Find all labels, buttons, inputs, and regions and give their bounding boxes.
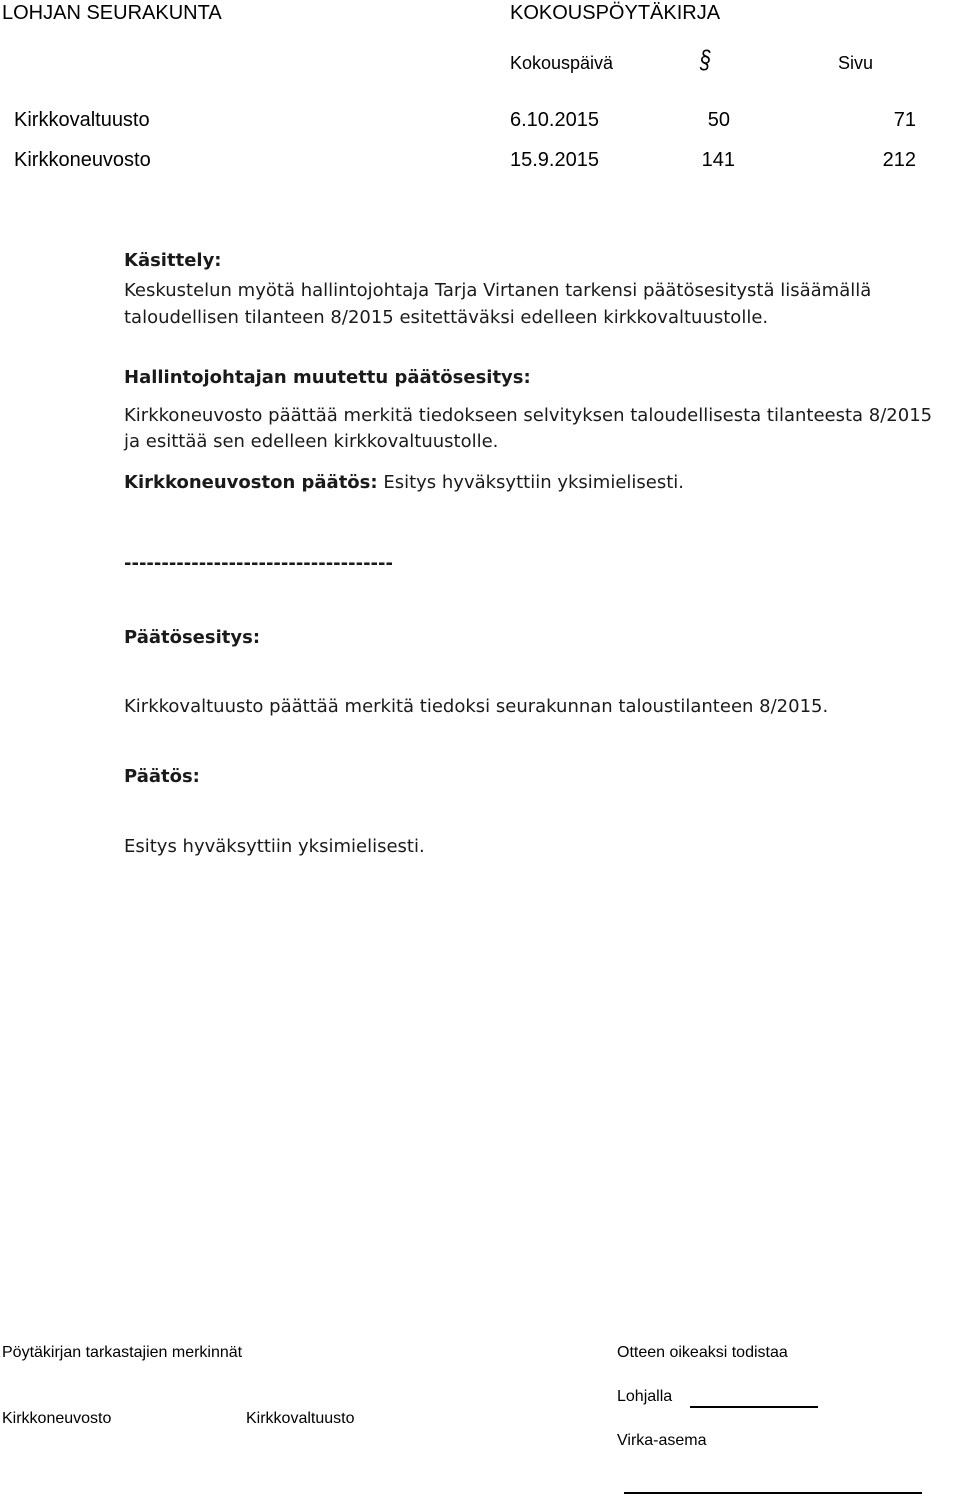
kasittely-text-line: taloudellisen tilanteen 8/2015 esitettäväksi edelleen kirkkovaltuustolle. bbox=[124, 307, 769, 328]
proposal-text: Kirkkovaltuusto päättää merkitä tiedoksi seurakunnan taloustilanteen 8/2015. bbox=[124, 696, 829, 717]
section-number: 141 bbox=[701, 149, 735, 171]
page-column-label: Sivu bbox=[838, 53, 874, 73]
place-label: Lohjalla bbox=[617, 1388, 673, 1405]
inspectors-label: Pöytäkirjan tarkastajien merkinnät bbox=[2, 1344, 243, 1361]
decision-text: Esitys hyväksyttiin yksimielisesti. bbox=[124, 836, 425, 857]
page-number: 212 bbox=[882, 149, 916, 171]
certified-label: Otteen oikeaksi todistaa bbox=[617, 1344, 788, 1361]
kasittely-heading: Käsittely: bbox=[124, 250, 222, 271]
organization-name: LOHJAN SEURAKUNTA bbox=[2, 2, 222, 24]
page-number: 71 bbox=[893, 109, 916, 131]
meeting-body: Kirkkoneuvosto bbox=[14, 149, 151, 171]
signature-line bbox=[624, 1492, 922, 1494]
kasittely-text-line: Keskustelun myötä hallintojohtaja Tarja Virtanen tarkensi päätösesitystä lisäämällä bbox=[124, 280, 872, 301]
modified-proposal-line: ja esittää sen edelleen kirkkovaltuustolle. bbox=[124, 431, 499, 452]
title-label: Virka-asema bbox=[617, 1432, 707, 1449]
meeting-date: 6.10.2015 bbox=[510, 109, 599, 131]
signature-line bbox=[690, 1406, 818, 1408]
section-separator: ------------------------------------ bbox=[124, 553, 393, 574]
board-decision-label: Kirkkoneuvoston päätös: bbox=[124, 472, 378, 493]
section-sign-icon: § bbox=[700, 46, 712, 76]
proposal-heading: Päätösesitys: bbox=[124, 627, 261, 648]
inspector-council-label: Kirkkovaltuusto bbox=[246, 1410, 355, 1427]
decision-heading: Päätös: bbox=[124, 766, 200, 787]
modified-proposal-line: Kirkkoneuvosto päättää merkitä tiedokseen selvityksen taloudellisesta tilanteesta 8/2015 bbox=[124, 405, 933, 426]
meeting-date-column-label: Kokouspäivä bbox=[510, 53, 614, 73]
document-type: KOKOUSPÖYTÄKIRJA bbox=[510, 2, 721, 24]
board-decision bbox=[124, 470, 684, 496]
inspector-board-label: Kirkkoneuvosto bbox=[2, 1410, 112, 1427]
section-number: 50 bbox=[707, 109, 730, 131]
modified-proposal-heading: Hallintojohtajan muutettu päätösesitys: bbox=[124, 367, 531, 388]
meeting-date: 15.9.2015 bbox=[510, 149, 599, 171]
board-decision-text: Esitys hyväksyttiin yksimielisesti. bbox=[383, 472, 685, 493]
meeting-body: Kirkkovaltuusto bbox=[14, 109, 150, 131]
